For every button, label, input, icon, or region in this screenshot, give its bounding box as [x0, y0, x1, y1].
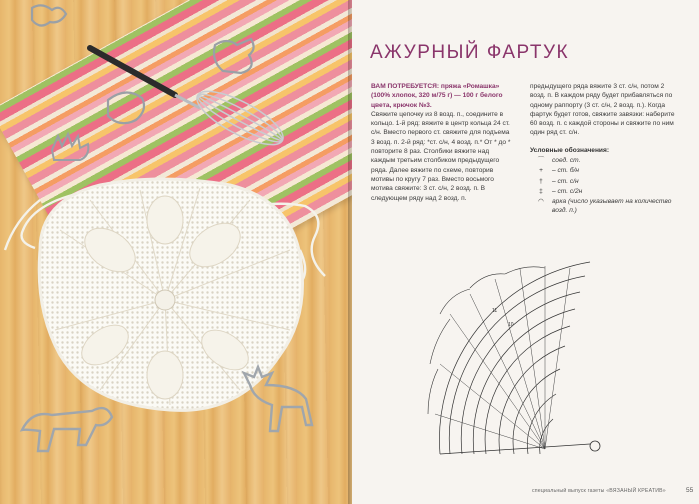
legend-label: соед. ст.: [552, 156, 581, 164]
page-footer: специальный выпуск газеты «ВЯЗАНЫЙ КРЕАТИВ»: [532, 488, 666, 494]
treble-crochet-icon: ‡: [539, 188, 543, 196]
chart-row-label: 10: [508, 322, 514, 328]
cutter-animal-icon: [214, 39, 254, 73]
chain-arch-icon: ◠: [538, 198, 544, 206]
chart-start-ring-icon: [590, 441, 600, 451]
legend-item: [530, 155, 678, 166]
chart-row-label: 11: [492, 308, 498, 314]
legend-title: Условные обозначения:: [530, 146, 610, 154]
legend-label: – ст. б/н: [552, 167, 580, 175]
materials-lead: ВАМ ПОТРЕБУЕТСЯ:: [371, 83, 440, 90]
double-crochet-icon: †: [539, 177, 543, 185]
cutter-hedgehog-icon: [52, 134, 88, 160]
materials-text: пряжа «Ромашка» (100% хлопок, 320 м/75 г) — 100 г белого цвета, крючок №3.: [371, 83, 503, 109]
crochet-chart: [420, 254, 620, 464]
legend-item: [530, 166, 678, 177]
cutter-moose-icon: [244, 367, 312, 431]
instructions-column-left: [371, 82, 513, 203]
instructions-text-right: предыдущего ряда вяжите 3 ст. с/н, потом 2 возд. п. В каждом ряду будет прибавляться по одному раппорту (3 ст. с/н, 2 возд. п.). Когда фартук будет готов, свяжите завязки: наберите 60 возд. п. с каждой стороны и свяжите по ним один ряд ст. с/н.: [530, 83, 675, 137]
whisk-icon: [90, 48, 290, 155]
legend-label: – ст. с/н: [552, 177, 579, 185]
join-stitch-icon: ⌒: [537, 156, 545, 164]
legend-label: – ст. с/2н: [552, 188, 583, 196]
text-page: [352, 0, 699, 504]
legend-item: [530, 176, 678, 187]
legend-item: [530, 187, 678, 198]
legend-item: [530, 197, 678, 216]
instructions-text-left: Свяжите цепочку из 8 возд. п., соедините в кольцо. 1-й ряд: вяжите в центр кольца 24 ст. с/н. Вместо первого ст. свяжите для подъема 3 возд. п. 2-й ряд: *ст. с/н, 4 возд. п.* От * до * повторите 8 раз. Столбики вяжите над каждым третьим столбиком предыдущего ряда. Далее вяжите по схеме, повторив мотивы по кругу 7 раз. Вместо восьмого мотива свяжите: 3 ст. с/н, 2 возд. п. В следующем ряду над 2 возд. п.: [371, 110, 511, 202]
page-number: 55: [686, 487, 694, 494]
cookie-cutters-top: [32, 5, 254, 123]
cutter-bird-icon: [32, 5, 66, 25]
cutter-fox-icon: [22, 408, 112, 451]
materials-paragraph: [371, 82, 513, 110]
legend-label: арка (число указывает на количество возд. п.): [552, 198, 672, 215]
cutter-heart-icon: [108, 92, 144, 123]
instructions-column-right: [530, 82, 678, 216]
single-crochet-icon: +: [539, 167, 543, 175]
article-title: АЖУРНЫЙ ФАРТУК: [370, 42, 570, 63]
